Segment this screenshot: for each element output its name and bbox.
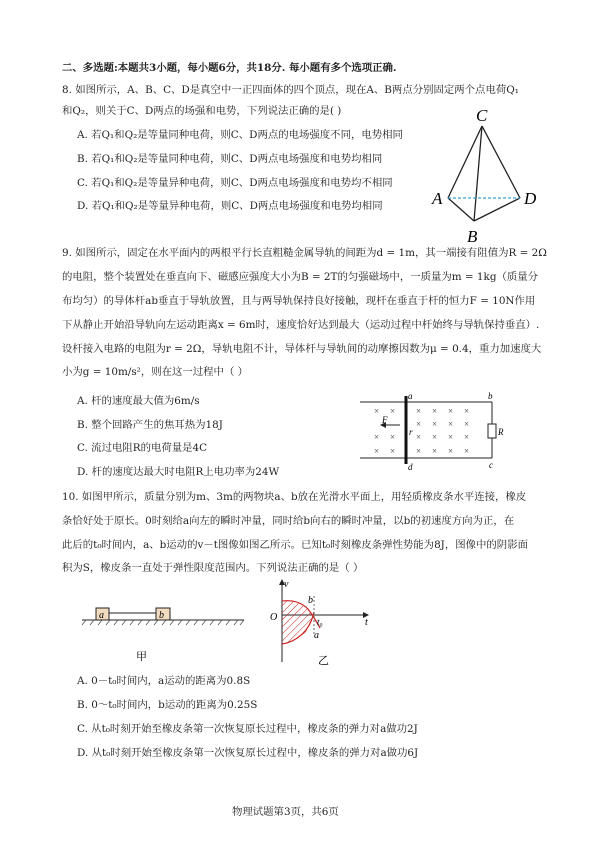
svg-text:×: × [432,432,438,442]
svg-text:×: × [432,419,438,429]
label-d: D [524,189,537,208]
svg-text:d: d [408,462,413,472]
svg-text:×: × [464,432,470,442]
svg-text:a: a [408,392,413,401]
svg-text:×: × [464,419,470,429]
blocks-figure [78,600,248,666]
q9-option-c: C. 流过电阻R的电荷量是4C [77,442,208,454]
q8-stem-line1: 8. 如图所示，A、B、C、D是真空中一正四面体的四个顶点，现在A、B两点分别固定两个点电荷Q₁ [62,84,519,96]
q9-line2: 的电阻，整个装置处在垂直向下、磁感应强度大小为B = 2T的匀强磁场中，一质量为m = 1kg（质量分 [62,271,539,283]
svg-text:×: × [432,406,438,416]
svg-text:b: b [488,392,493,401]
svg-text:×: × [448,432,454,442]
svg-text:×: × [416,432,422,442]
q9-line3: 布均匀）的导体杆ab垂直于导轨放置，且与两导轨保持良好接触，现杆在垂直于杆的恒力F = 10N作用 [62,295,536,307]
q10-line3: 此后的t₀时间内，a、b运动的v－t图像如图乙所示。已知t₀时刻橡皮条弹性势能为8J，图像中的阴影面 [62,539,528,551]
svg-text:a: a [314,630,319,641]
svg-text:r: r [409,427,413,437]
label-a: A [432,189,443,208]
q10-option-c: C. 从t₀时刻开始至橡皮条第一次恢复原长过程中，橡皮条的弹力对a做功2J [77,723,418,735]
q10-option-a: A. 0－t₀时间内，a运动的距离为0.8S [77,675,251,687]
page-footer: 物理试题第3页，共6页 [232,806,339,818]
svg-text:a: a [99,610,104,621]
label-b: B [467,227,478,246]
vt-graph-figure [262,576,374,668]
svg-text:b: b [159,610,164,621]
label-c: C [476,106,488,125]
svg-text:×: × [374,446,380,456]
svg-text:×: × [374,432,380,442]
q10-option-b: B. 0～t₀时间内，b运动的距离为0.25S [77,699,258,711]
q10-line1: 10. 如图甲所示，质量分别为m、3m的两物块a、b放在光滑水平面上，用轻质橡皮条水平连接，橡皮 [62,491,527,503]
q9-line6: 小为g = 10m/s²，则在这一过程中（ ） [62,366,249,378]
tetrahedron-figure [430,104,546,250]
section-header: 二、多选题:本题共3小题，每小题6分，共18分. 每小题有多个选项正确. [62,62,397,74]
magnetic-field-crosses [374,406,469,456]
resistor-r [488,424,496,438]
q10-line4: 积为S，橡皮条一直处于弹性限度范围内。下列说法正确的是（ ） [62,562,364,574]
rails-figure [360,392,510,472]
q8-option-b: B. 若Q₁和Q₂是等量同种电荷，则C、D两点电场强度和电势均相同 [77,153,383,165]
q9-line5: 设杆接入电路的电阻为r = 2Ω，导轨电阻不计，导体杆与导轨间的动摩擦因数为μ = 0.4，重力加速度大 [62,343,542,355]
svg-text:×: × [448,419,454,429]
svg-text:R: R [498,427,504,437]
svg-text:×: × [374,406,380,416]
svg-text:c: c [489,460,493,470]
q10-line2: 条恰好处于原长。0时刻给a向左的瞬时冲量，同时给b向右的瞬时冲量，以b的初速度方向为正，在 [62,515,515,527]
svg-text:×: × [448,446,454,456]
q8-option-d: D. 若Q₁和Q₂是等量异种电荷，则C、D两点电场强度和电势均相同 [77,200,383,212]
svg-text:×: × [416,406,422,416]
q8-stem-line2: 和Q₂，则关于C、D两点的场强和电势，下列说法正确的是( ) [62,105,342,117]
svg-text:×: × [390,432,396,442]
svg-text:甲: 甲 [136,651,147,663]
svg-text:×: × [464,406,470,416]
q8-option-a: A. 若Q₁和Q₂是等量同种电荷，则C、D两点的电场强度不同，电势相同 [77,129,403,141]
q9-option-b: B. 整个回路产生的焦耳热为18J [77,419,223,431]
q10-option-d: D. 从t₀时刻开始至橡皮条第一次恢复原长过程中，橡皮条的弹力对a做功6J [77,747,419,759]
svg-text:×: × [432,446,438,456]
svg-text:b: b [308,595,313,606]
svg-text:v: v [284,579,289,590]
q9-option-a: A. 杆的速度最大值为6m/s [77,395,200,407]
q8-option-c: C. 若Q₁和Q₂是等量异种电荷，则C、D两点电场强度和电势均不相同 [77,177,393,189]
q9-line1: 9. 如图所示，固定在水平面内的两根平行长直粗糙金属导轨的间距为d = 1m，其一端接有阻值为R = 2Ω [62,247,547,259]
q9-option-d: D. 杆的速度达最大时电阻R上电功率为24W [77,466,280,478]
svg-text:t₀: t₀ [317,617,323,627]
svg-text:×: × [390,446,396,456]
svg-text:×: × [416,419,422,429]
svg-text:×: × [416,446,422,456]
svg-text:×: × [390,406,396,416]
svg-text:F: F [382,415,388,425]
svg-text:O: O [270,612,278,623]
svg-text:乙: 乙 [318,655,329,667]
q9-line4: 下从静止开始沿导轨向左运动距离x = 6m时，速度恰好达到最大（运动过程中杆始终与导轨保持垂直）. [62,319,540,331]
svg-text:×: × [464,446,470,456]
svg-text:×: × [448,406,454,416]
svg-text:t: t [365,617,368,628]
